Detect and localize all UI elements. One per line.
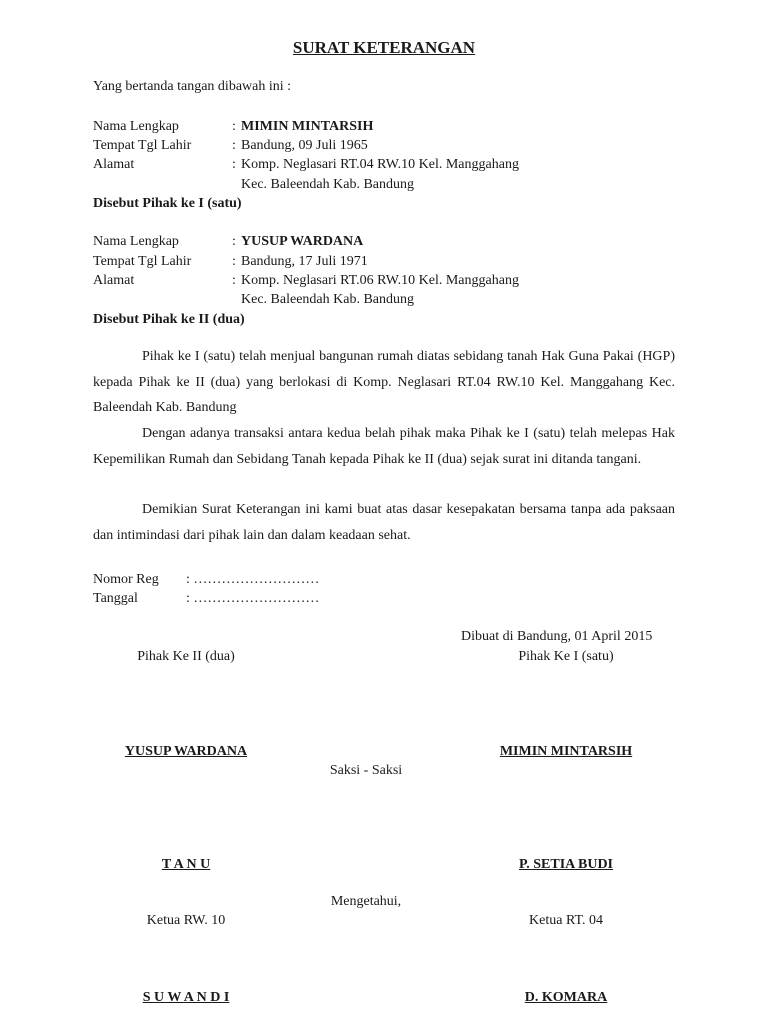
nomor-reg-value: : ……………………… bbox=[186, 572, 320, 587]
ketua-rt-role: Ketua RT. 04 bbox=[529, 913, 603, 928]
p1-nama-value: MIMIN MINTARSIH bbox=[241, 119, 374, 134]
tanggal-label: Tanggal bbox=[93, 591, 138, 606]
p1-alamat-line2: Kec. Baleendah Kab. Bandung bbox=[241, 177, 414, 192]
p2-disebut: Disebut Pihak ke II (dua) bbox=[93, 312, 245, 327]
ketua-rw-name: S U W A N D I bbox=[142, 990, 230, 1005]
nomor-reg-label: Nomor Reg bbox=[93, 572, 159, 587]
paragraph-closing: Demikian Surat Keterangan ini kami buat atas dasar kesepakatan bersama tanpa ada paksaan dan intimindasi dari pihak lain dan dalam keadaan sehat. bbox=[93, 502, 675, 543]
right-party-role: Pihak Ke I (satu) bbox=[518, 649, 614, 664]
p1-alamat-line1: Komp. Neglasari RT.04 RW.10 Kel. Manggahang bbox=[241, 157, 519, 172]
p1-ttl-colon: : bbox=[232, 138, 236, 153]
left-party-role: Pihak Ke II (dua) bbox=[137, 649, 235, 664]
p1-disebut: Disebut Pihak ke I (satu) bbox=[93, 196, 242, 211]
paragraph-transfer: Dengan adanya transaksi antara kedua belah pihak maka Pihak ke I (satu) telah melepas Hak Kepemilikan Rumah dan Sebidang Tanah kepada Pihak ke II (dua) sejak surat ini ditanda tangani. bbox=[93, 426, 675, 467]
paragraph-sale: Pihak ke I (satu) telah menjual bangunan rumah diatas sebidang tanah Hak Guna Pakai (HGP) kepada Pihak ke II (dua) yang berlokasi di Komp. Neglasari RT.04 RW.10 Kel. Manggahang Kec. Baleendah Kab. Bandung bbox=[93, 349, 675, 415]
saksi-heading: Saksi - Saksi bbox=[329, 763, 403, 778]
p2-nama-label: Nama Lengkap bbox=[93, 234, 179, 249]
p2-nama-colon: : bbox=[232, 234, 236, 249]
p1-nama-label: Nama Lengkap bbox=[93, 119, 179, 134]
ketua-rw-role: Ketua RW. 10 bbox=[146, 913, 226, 928]
p2-alamat-line1: Komp. Neglasari RT.06 RW.10 Kel. Manggahang bbox=[241, 273, 519, 288]
place-date: Dibuat di Bandung, 01 April 2015 bbox=[461, 629, 653, 644]
mengetahui-heading: Mengetahui, bbox=[330, 894, 402, 909]
p1-alamat-colon: : bbox=[232, 157, 236, 172]
p1-alamat-label: Alamat bbox=[93, 157, 135, 172]
p2-alamat-line2: Kec. Baleendah Kab. Bandung bbox=[241, 292, 414, 307]
tanggal-value: : ……………………… bbox=[186, 591, 320, 606]
p2-ttl-value: Bandung, 17 Juli 1971 bbox=[241, 254, 368, 269]
p2-alamat-colon: : bbox=[232, 273, 236, 288]
witness-right-name: P. SETIA BUDI bbox=[518, 857, 614, 872]
p2-ttl-label: Tempat Tgl Lahir bbox=[93, 254, 192, 269]
p1-ttl-label: Tempat Tgl Lahir bbox=[93, 138, 192, 153]
document-title: SURAT KETERANGAN bbox=[292, 38, 476, 57]
p1-nama-colon: : bbox=[232, 119, 236, 134]
right-party-name: MIMIN MINTARSIH bbox=[499, 744, 633, 759]
p2-ttl-colon: : bbox=[232, 254, 236, 269]
intro-text: Yang bertanda tangan dibawah ini : bbox=[93, 79, 292, 94]
p1-ttl-value: Bandung, 09 Juli 1965 bbox=[241, 138, 368, 153]
witness-left-name: T A N U bbox=[161, 857, 211, 872]
p2-alamat-label: Alamat bbox=[93, 273, 135, 288]
ketua-rt-name: D. KOMARA bbox=[524, 990, 608, 1005]
left-party-name: YUSUP WARDANA bbox=[124, 744, 248, 759]
p2-nama-value: YUSUP WARDANA bbox=[241, 234, 364, 249]
